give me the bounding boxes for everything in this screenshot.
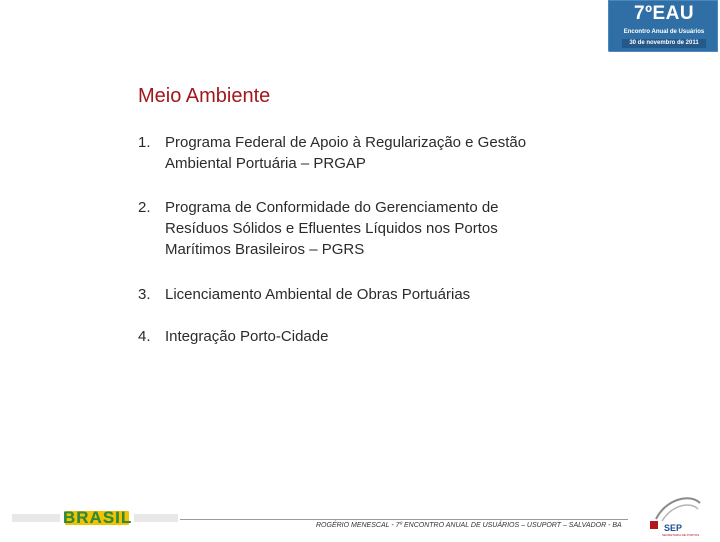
logo-stripe <box>134 514 178 522</box>
list-item-line: Programa de Conformidade do Gerenciamento de <box>165 199 499 216</box>
footer-divider <box>180 519 628 520</box>
list-item-line: Licenciamento Ambiental de Obras Portuárias <box>165 286 471 303</box>
list-item-number: 1. <box>138 134 151 151</box>
sep-logo-square <box>650 521 658 529</box>
list-item-line: Integração Porto-Cidade <box>165 328 329 345</box>
list-item-text <box>165 132 575 174</box>
list-item-number: 4. <box>138 328 151 345</box>
event-badge-title: 7ºEAU <box>634 3 695 24</box>
brasil-logo <box>12 505 178 535</box>
logo-stripe <box>12 514 60 522</box>
event-badge-date: 30 de novembro de 2011 <box>622 39 706 48</box>
list-item-text <box>165 197 575 260</box>
brasil-logo-mark <box>63 505 131 535</box>
list-item-line: Ambiental Portuária – PRGAP <box>165 155 366 172</box>
list-item-number: 2. <box>138 199 151 216</box>
footer-text: ROGÉRIO MENESCAL - 7º ENCONTRO ANUAL DE USUÁRIOS – USUPORT – SALVADOR - BA <box>316 522 622 529</box>
list-item-line: Marítimos Brasileiros – PGRS <box>165 241 365 258</box>
slide-title: Meio Ambiente <box>138 85 271 107</box>
list-item-text <box>165 284 575 305</box>
list-item-line: Resíduos Sólidos e Efluentes Líquidos nos Portos <box>165 220 498 237</box>
event-badge-subtitle: Encontro Anual de Usuários <box>623 29 705 35</box>
list-item-text <box>165 326 575 347</box>
sep-logo-subtitle: SECRETARIA DE PORTOS <box>662 533 700 537</box>
brasil-logo-word: BRASIL <box>63 508 133 527</box>
list-item-number: 3. <box>138 286 151 303</box>
sep-logo-acronym: SEP <box>664 523 683 533</box>
list-item-line: Programa Federal de Apoio à Regularização e Gestão <box>165 134 527 151</box>
event-badge <box>608 0 718 52</box>
